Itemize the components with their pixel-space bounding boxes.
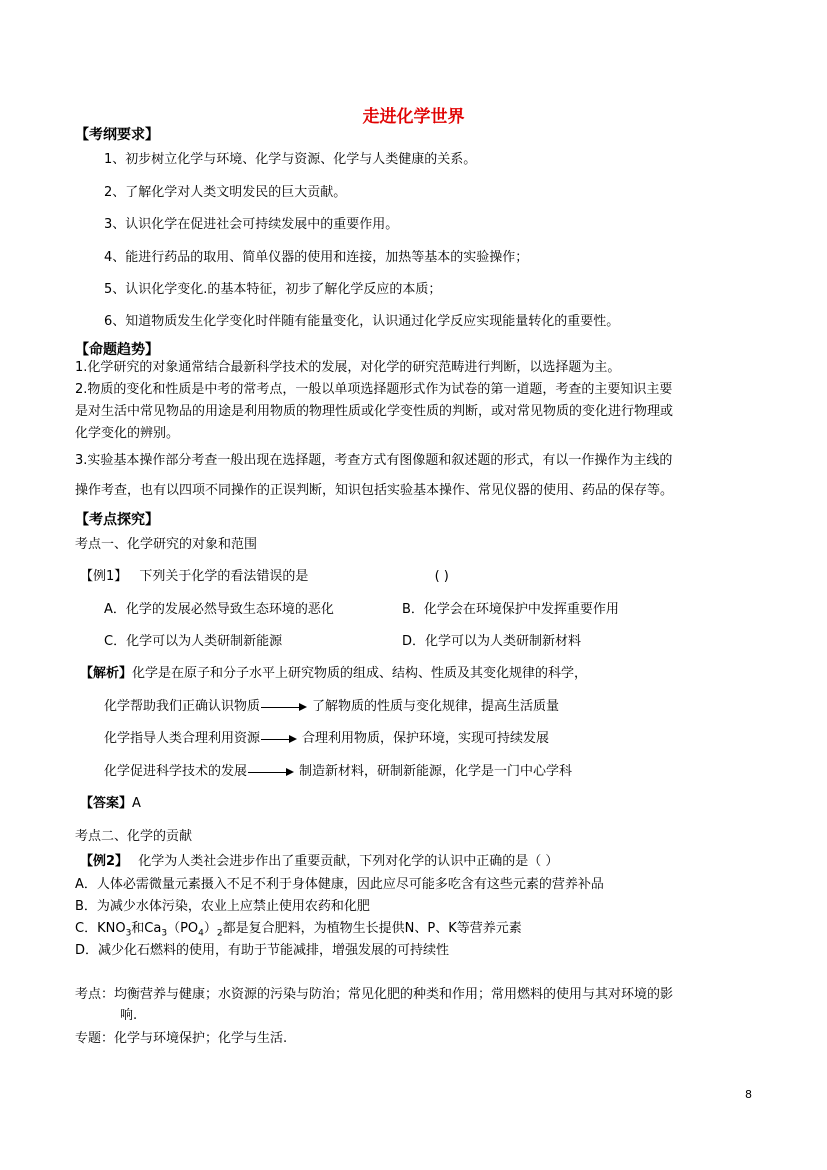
page-number: 8 [745,1088,752,1101]
analysis-row-1-left: 化学帮助我们正确认识物质 [104,699,261,714]
analysis-label: 【解析】 [80,666,133,681]
trend-paragraph-3-line-2: 操作考查，也有以四项不同操作的正误判断，知识包括实验基本操作、常见仪器的使用、药品的保存等。 [75,483,674,498]
section-heading-requirements: 【考纲要求】 [75,127,159,143]
analysis-row-3-left: 化学促进科学技术的发展 [104,764,248,779]
example-2-option-b: B．为减少水体污染，农业上应禁止使用农药和化肥 [75,899,370,914]
right-arrow-icon [261,739,295,740]
analysis-row-2 [104,730,549,748]
analysis-row-2-right: 合理利用物质，保护环境，实现可持续发展 [302,731,550,746]
example-2-label: 【例2】 [80,854,129,869]
example-2 [80,853,558,871]
trend-paragraph-2-line-1: 2.物质的变化和性质是中考的常考点，一般以单项选择题形式作为试卷的第一道题，考查的主要知识主要 [75,382,673,397]
example-1-option-d: D．化学可以为人类研制新材料 [402,634,582,649]
right-arrow-icon [261,707,305,708]
example-1-paren: ( ) [434,569,449,584]
subscript: 2 [216,928,223,939]
analysis-row-1 [104,698,559,716]
answer [80,795,141,813]
requirement-item-4: 4、能进行药品的取用、简单仪器的使用和连接，加热等基本的实验操作； [104,250,529,265]
option-c-text: ） [203,921,217,936]
section-heading-exploration: 【考点探究】 [75,512,159,528]
analysis-row-2-left: 化学指导人类合理利用资源 [104,731,261,746]
section-heading-trends: 【命题趋势】 [75,342,159,358]
zhuanti-line: 专题：化学与环境保护；化学与生活. [75,1031,288,1046]
requirement-item-6: 6、知道物质发生化学变化时伴随有能量变化，认识通过化学反应实现能量转化的重要性。 [104,314,620,329]
example-1-question: 下列关于化学的看法错误的是 [139,569,309,584]
analysis-row-3 [104,763,572,781]
analysis [80,665,587,683]
example-1-option-a: A．化学的发展必然导致生态环境的恶化 [104,602,334,617]
example-2-question: 化学为人类社会进步作出了重要贡献，下列对化学的认识中正确的是（ ） [138,854,559,869]
analysis-text: 化学是在原子和分子水平上研究物质的组成、结构、性质及其变化规律的科学， [132,666,588,681]
requirement-item-5: 5、认识化学变化.的基本特征，初步了解化学反应的本质； [104,282,442,297]
example-1-option-b: B．化学会在环境保护中发挥重要作用 [402,602,619,617]
answer-value: A [132,796,141,811]
trend-paragraph-1: 1.化学研究的对象通常结合最新科学技术的发展，对化学的研究范畴进行判断，以选择题为主。 [75,360,621,375]
trend-paragraph-2-line-3: 化学变化的辨别。 [75,426,180,441]
example-2-option-d: D．减少化石燃料的使用，有助于节能减排，增强发展的可持续性 [75,943,450,958]
example-2-option-a: A．人体必需微量元素摄入不足不利于身体健康，因此应尽可能多吃含有这些元素的营养补品 [75,877,604,892]
option-c-text: 都是复合肥料，为植物生长提供N、P、K等营养元素 [222,921,522,936]
kaodian-line-1: 考点：均衡营养与健康；水资源的污染与防治；常见化肥的种类和作用；常用燃料的使用与其对环境的影 [75,987,674,1002]
subscript: 4 [198,928,204,939]
analysis-row-1-right: 了解物质的性质与变化规律，提高生活质量 [312,699,560,714]
example-1 [80,568,449,586]
example-1-label: 【例1】 [80,569,128,584]
answer-label: 【答案】 [80,796,133,811]
analysis-row-3-right: 制造新材料，研制新能源，化学是一门中心学科 [299,764,573,779]
option-c-text: 和Ca [131,921,162,936]
trend-paragraph-3-line-1: 3.实验基本操作部分考查一般出现在选择题，考查方式有图像题和叙述题的形式，有以一作操作为主线的 [75,453,673,468]
requirement-item-1: 1、初步树立化学与环境、化学与资源、化学与人类健康的关系。 [104,152,477,167]
right-arrow-icon [248,772,292,773]
kaodian-1-title: 考点一、化学研究的对象和范围 [75,537,258,552]
page-title: 走进化学世界 [362,107,465,127]
subscript: 3 [161,928,168,939]
kaodian-2-title: 考点二、化学的贡献 [75,829,193,844]
subscript: 3 [125,928,132,939]
requirement-item-3: 3、认识化学在促进社会可持续发展中的重要作用。 [104,217,399,232]
trend-paragraph-2-line-2: 是对生活中常见物品的用途是利用物质的物理性质或化学变性质的判断，或对常见物质的变化进行物理或 [75,404,674,419]
option-c-text: C．KNO [75,921,126,936]
example-1-option-c: C．化学可以为人类研制新能源 [104,634,283,649]
kaodian-line-2: 响. [120,1008,138,1023]
example-2-option-c [75,920,522,943]
option-c-text: （PO [167,921,199,936]
requirement-item-2: 2、了解化学对人类文明发民的巨大贡献。 [104,185,347,200]
